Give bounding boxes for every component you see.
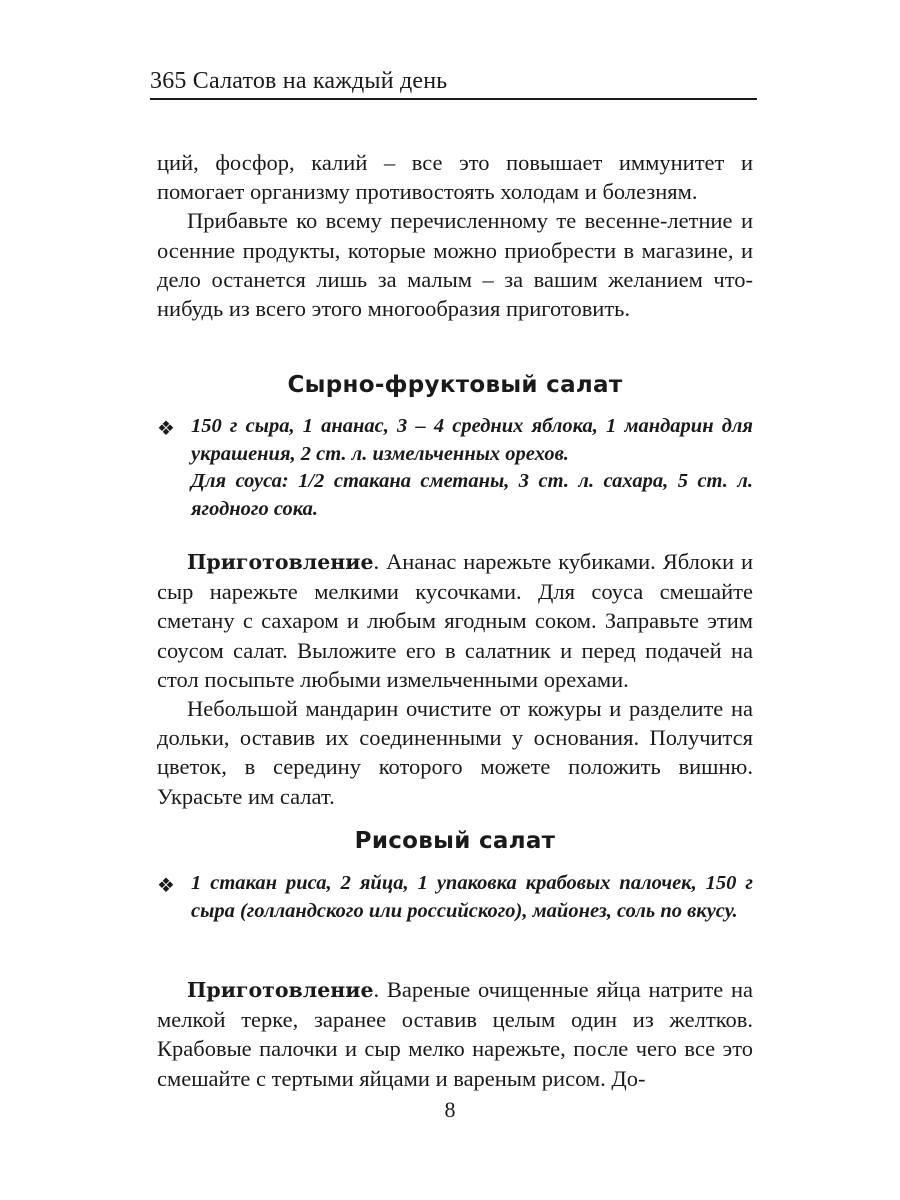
recipe-title-cheese-fruit-salad: Сырно-фруктовый салат — [287, 372, 623, 398]
recipe1-prep-paragraph-2: Небольшой мандарин очистите от кожуры и разделите на дольки, оставив их соединенными у основания. Получится цветок, в середину которого можете положить вишню. Украсьте им салат. — [157, 696, 753, 809]
recipe1-sauce-list: Для соуса: 1/2 стакана сметаны, 3 ст. л. сахара, 5 ст. л. ягодного сока. — [191, 470, 753, 520]
diamond-bullet-icon: ❖ — [157, 416, 175, 440]
intro-text — [157, 148, 753, 323]
recipe2-prep-paragraph — [157, 975, 753, 1093]
intro-paragraph-1: ций, фосфор, калий – все это повышает иммунитет и помогает организму противостоять холодам и болезням. — [157, 150, 753, 205]
prep-label: Приготовление — [187, 978, 374, 1002]
page-number: 8 — [444, 1097, 456, 1122]
recipe1-ingredient-list: 150 г сыра, 1 ананас, 3 – 4 средних яблока, 1 мандарин для украшения, 2 ст. л. измельченных орехов. — [191, 415, 753, 465]
recipe2-ingredients — [157, 870, 753, 925]
recipe2-ingredient-list: 1 стакан риса, 2 яйца, 1 упаковка крабовых палочек, 150 г сыра (голландского или российского), майонез, соль по вкусу. — [191, 872, 753, 922]
running-title: 365 Салатов на каждый день — [150, 64, 757, 100]
recipe1-prep-text: . Ананас нарежьте кубиками. Яблоки и сыр нарежьте мелкими кусочками. Для соуса смешайте сметану с сахаром и любым ягодным соком. Заправьте этим соусом салат. Выложите его в салатник и перед подачей на стол посыпьте любыми измельченными орехами. — [157, 549, 753, 692]
recipe2-prep-text: . Вареные очищенные яйца натрите на мелкой терке, заранее оставив целым один из желтков. Крабовые палочки и сыр мелко нарежьте, после чего все это смешайте с тертыми яйцами и вареным рисом. До- — [157, 977, 753, 1091]
intro-paragraph-2: Прибавьте ко всему перечисленному те весенне-летние и осенние продукты, которые можно приобрести в магазине, и дело останется лишь за малым – за вашим желанием что-нибудь из всего этого многообразия приготовить. — [157, 208, 753, 322]
recipe1-ingredients — [157, 413, 753, 523]
recipe2-preparation — [157, 975, 753, 1093]
recipe1-preparation — [157, 547, 753, 811]
prep-label: Приготовление — [187, 550, 374, 574]
diamond-bullet-icon: ❖ — [157, 873, 175, 897]
recipe-title-rice-salad: Рисовый салат — [354, 828, 556, 854]
recipe1-prep-paragraph — [157, 547, 753, 694]
